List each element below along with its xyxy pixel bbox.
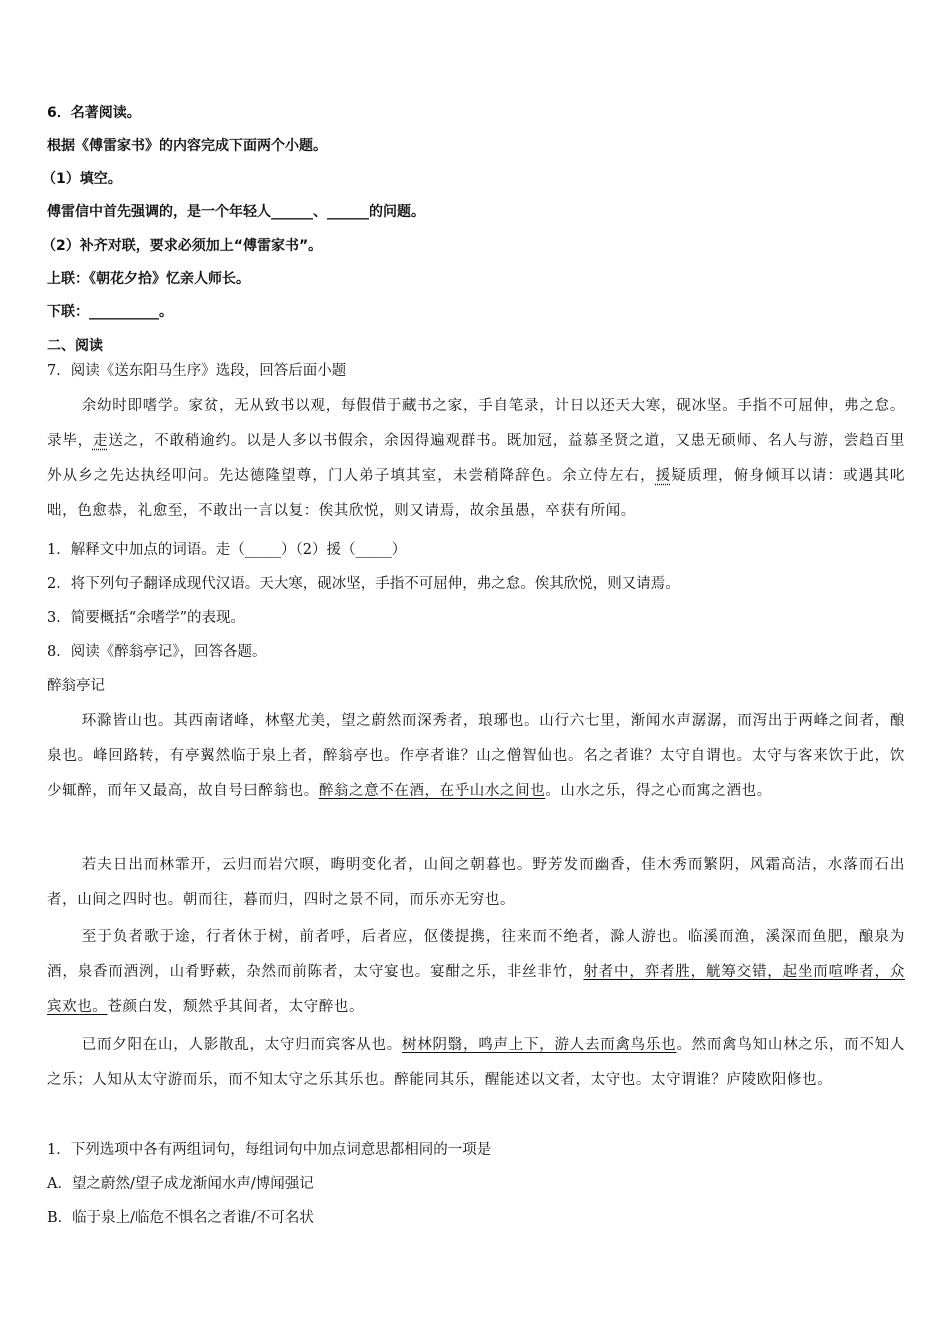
essay-paragraph-1 [47,704,905,809]
q8-question-1: 1．下列选项中各有两组词句，每组词句中加点词意思都相同的一项是 [47,1142,492,1158]
underlined-sentence-2: 射者中，弈者胜，觥筹交错，起坐而喧哗者，众宾欢也。 [47,964,905,1015]
essay-p4-b: 。然而禽鸟知山林之乐，而不知人之乐；人知从太守游而乐，而不知太守之乐其乐也。醉能同其乐，醒能述以文者，太守也。太守谓谁？庐陵欧阳修也。 [47,1037,905,1088]
q7-question-3: 3．简要概括“余嗜学”的表现。 [47,610,246,626]
q6-sub1-text: 傅雷信中首先强调的，是一个年轻人______、______的问题。 [47,204,425,220]
essay-paragraph-2: 若夫日出而林霏开，云归而岩穴暝，晦明变化者，山间之朝暮也。野芳发而幽香，佳木秀而繁阴，风霜高洁，水落而石出者，山间之四时也。朝而往，暮而归，四时之景不同，而乐亦无穷也。 [47,857,905,908]
q7-question-2: 2．将下列句子翻译成现代汉语。天大寒，砚冰坚，手指不可屈伸，弗之怠。俟其欣悦，则又请焉。 [47,576,680,592]
dotted-word-yuan: 援 [655,468,672,484]
q7-passage-e: 疑质理，俯身倾耳以请：或遇其叱咄，色愈恭，礼愈至，不敢出一言以复：俟其欣悦，则又请焉，故余虽愚，卒获有所闻。 [47,468,905,519]
q6-intro: 根据《傅雷家书》的内容完成下面两个小题。 [47,138,327,154]
q7-title: 7．阅读《送东阳马生序》选段，回答后面小题 [47,363,347,379]
underlined-sentence-1: 醉翁之意不在酒，在乎山水之间也 [318,783,546,799]
essay-p1-a: 环滁皆山也。其西南诸峰，林壑尤美，望之蔚然而深秀者，琅琊也。山行六七里，渐闻水声潺潺，而泻出于两峰之间者，酿泉也。峰回路转，有亭翼然临于泉上者，醉翁亭也。作亭者谁？山之僧智仙也。名之者谁？太守自谓也。太守与客来饮于此，饮少辄醉，而年又最高，故自号曰醉翁也。 [47,713,905,799]
q7-question-1: 1．解释文中加点的词语。走（_____）（2）援（_____） [47,542,407,558]
option-b: B．临于泉上/临危不惧名之者谁/不可名状 [47,1210,314,1226]
q7-passage-c: 送之，不敢稍逾约。以是人多以书假余，余因得遍观群书。既加冠，益慕圣贤之道，又患无硕师、名人与游，尝趋百里外从乡之先达执经叩问。先达德隆望尊，门人弟子填其室，未尝稍降辞色。余立侍左右， [47,433,905,484]
dotted-word-zou: 走 [92,433,109,449]
essay-p4-a: 已而夕阳在山，人影散乱，太守归而宾客从也。 [81,1037,402,1053]
q8-title: 8．阅读《醉翁亭记》，回答各题。 [47,644,267,660]
essay-paragraph-3 [47,920,905,1025]
essay-paragraph-4 [47,1028,905,1098]
essay-heading: 醉翁亭记 [47,678,105,694]
section-title: 二、阅读 [47,338,103,354]
couplet-lower: 下联：__________。 [47,304,173,320]
q7-passage-a: 余幼时即嗜学。家贫，无从致书以观，每假借于藏书之家，手自笔录，计日以还天大寒，砚冰坚。手指不可屈伸，弗之怠。录毕， [47,398,905,449]
q7-passage [47,389,905,529]
option-a: A．望之蔚然/望子成龙渐闻水声/博闻强记 [47,1176,314,1192]
underlined-sentence-3: 树林阴翳，鸣声上下，游人去而禽鸟乐也 [401,1037,677,1053]
essay-p1-b: 。山水之乐，得之心而寓之酒也。 [545,783,772,799]
q6-sub1-label: （1）填空。 [42,171,122,187]
essay-p3-a: 至于负者歌于途，行者休于树，前者呼，后者应，伛偻提携，往来而不绝者，滁人游也。临溪而渔，溪深而鱼肥，酿泉为酒，泉香而酒洌，山肴野蔌，杂然而前陈者，太守宴也。宴酣之乐，非丝非竹， [47,929,905,980]
couplet-upper: 上联：《朝花夕拾》忆亲人师长。 [47,271,250,287]
q6-sub2-label: （2）补齐对联，要求必须加上“傅雷家书”。 [42,238,323,254]
essay-p3-b: 苍颜白发，颓然乎其间者，太守醉也。 [107,999,365,1015]
q6-title: 6．名著阅读。 [47,105,141,121]
